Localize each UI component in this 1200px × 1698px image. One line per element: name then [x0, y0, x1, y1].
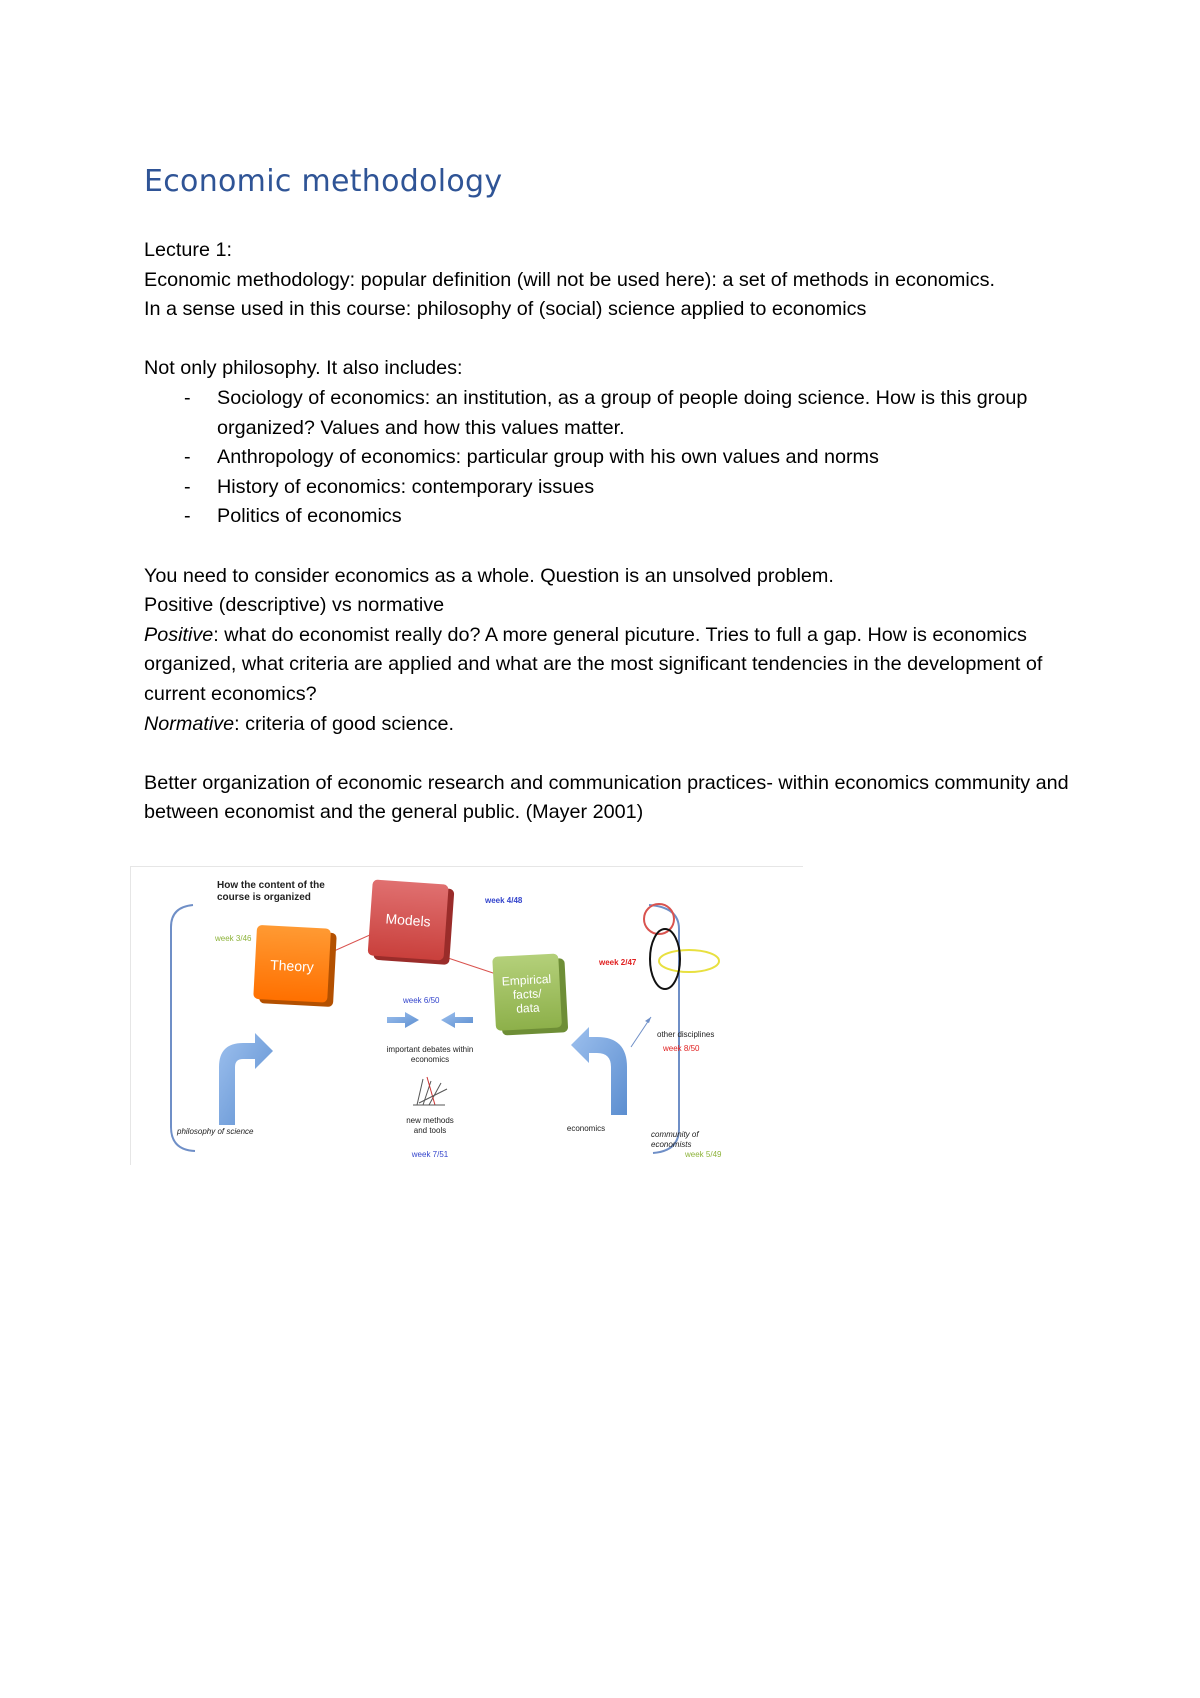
diagram-heading-line1: How the content of the: [217, 880, 325, 891]
curved-arrow-left-icon: [571, 1027, 627, 1115]
list-item: - Politics of economics: [144, 502, 1074, 532]
empirical-label-line3: data: [515, 1000, 540, 1016]
list-item: - History of economics: contemporary issues: [144, 473, 1074, 503]
positive-label: Positive: [144, 623, 214, 646]
arrow-right-icon: [387, 1012, 419, 1028]
diagram-heading-line2: course is organized: [217, 892, 311, 903]
black-ellipse: [650, 929, 680, 989]
empirical-label-line2: facts/: [512, 986, 542, 1002]
theory-label: Theory: [269, 956, 315, 975]
sense-paragraph: In a sense used in this course: philosophy of (social) science applied to economics: [144, 298, 867, 321]
whole-paragraph: You need to consider economics as a whole. Question is an unsolved problem.: [144, 564, 834, 587]
includes-list: [144, 384, 1074, 532]
spacer: [144, 532, 1074, 562]
normative-label: Normative: [144, 712, 235, 735]
tools-line2: and tools: [413, 1126, 447, 1135]
positive-vs-paragraph: Positive (descriptive) vs normative: [144, 594, 445, 617]
spacer: [144, 325, 1074, 355]
yellow-ellipse: [659, 950, 719, 972]
curved-arrow-right-icon: [219, 1033, 273, 1125]
tools-sketch-icon: [413, 1077, 447, 1105]
models-label: Models: [385, 910, 432, 930]
better-paragraph: Better organization of economic research and communication practices- within economics community and between economist and the general public. (Mayer 2001): [144, 771, 1069, 824]
positive-paragraph: [144, 621, 1074, 710]
week-empirical: week 2/47: [599, 958, 637, 967]
tools-line1: new methods: [406, 1116, 454, 1125]
definition-paragraph: Economic methodology: popular definition (will not be used here): a set of methods in economics.: [144, 268, 996, 291]
week-models: week 4/48: [485, 896, 523, 905]
week-tools: week 7/51: [411, 1150, 449, 1159]
list-item: - Anthropology of economics: particular group with his own values and norms: [144, 443, 1074, 473]
list-item: - Sociology of economics: an institution, as a group of people doing science. How is this group organized? Values and how this values matter.: [144, 384, 1074, 443]
economics-label: economics: [566, 1124, 606, 1133]
document-body: [144, 236, 1074, 828]
not-only-paragraph: Not only philosophy. It also includes:: [144, 357, 463, 380]
spacer: [144, 739, 1074, 769]
positive-text: : what do economist really do? A more general picuture. Tries to full a gap. How is economics organized, what criteria are applied and what are the most significant tendencies in the development of current economics?: [144, 623, 1043, 705]
other-disciplines-label: other disciplines: [657, 1030, 715, 1039]
week-theory: week 3/46: [215, 934, 252, 943]
left-bracket: [171, 905, 195, 1151]
debates-line1: important debates within: [386, 1045, 474, 1054]
lecture-heading: Lecture 1:: [144, 239, 232, 261]
normative-text: : criteria of good science.: [234, 712, 455, 735]
page-title: Economic methodology: [144, 164, 503, 199]
link-arrowhead-icon: [645, 1017, 651, 1023]
philosophy-label: philosophy of science: [177, 1127, 254, 1136]
community-line2: economists: [651, 1140, 692, 1149]
week-community: week 5/49: [685, 1150, 722, 1159]
debates-line2: economics: [410, 1055, 450, 1064]
week-other: week 8/50: [663, 1044, 700, 1053]
week-debates: week 6/50: [403, 996, 440, 1005]
normative-paragraph: [144, 710, 1074, 740]
community-line1: community of: [651, 1130, 699, 1139]
arrow-left-icon: [441, 1012, 473, 1028]
course-diagram: [130, 866, 803, 1165]
empirical-label-line1: Empirical: [501, 971, 552, 989]
